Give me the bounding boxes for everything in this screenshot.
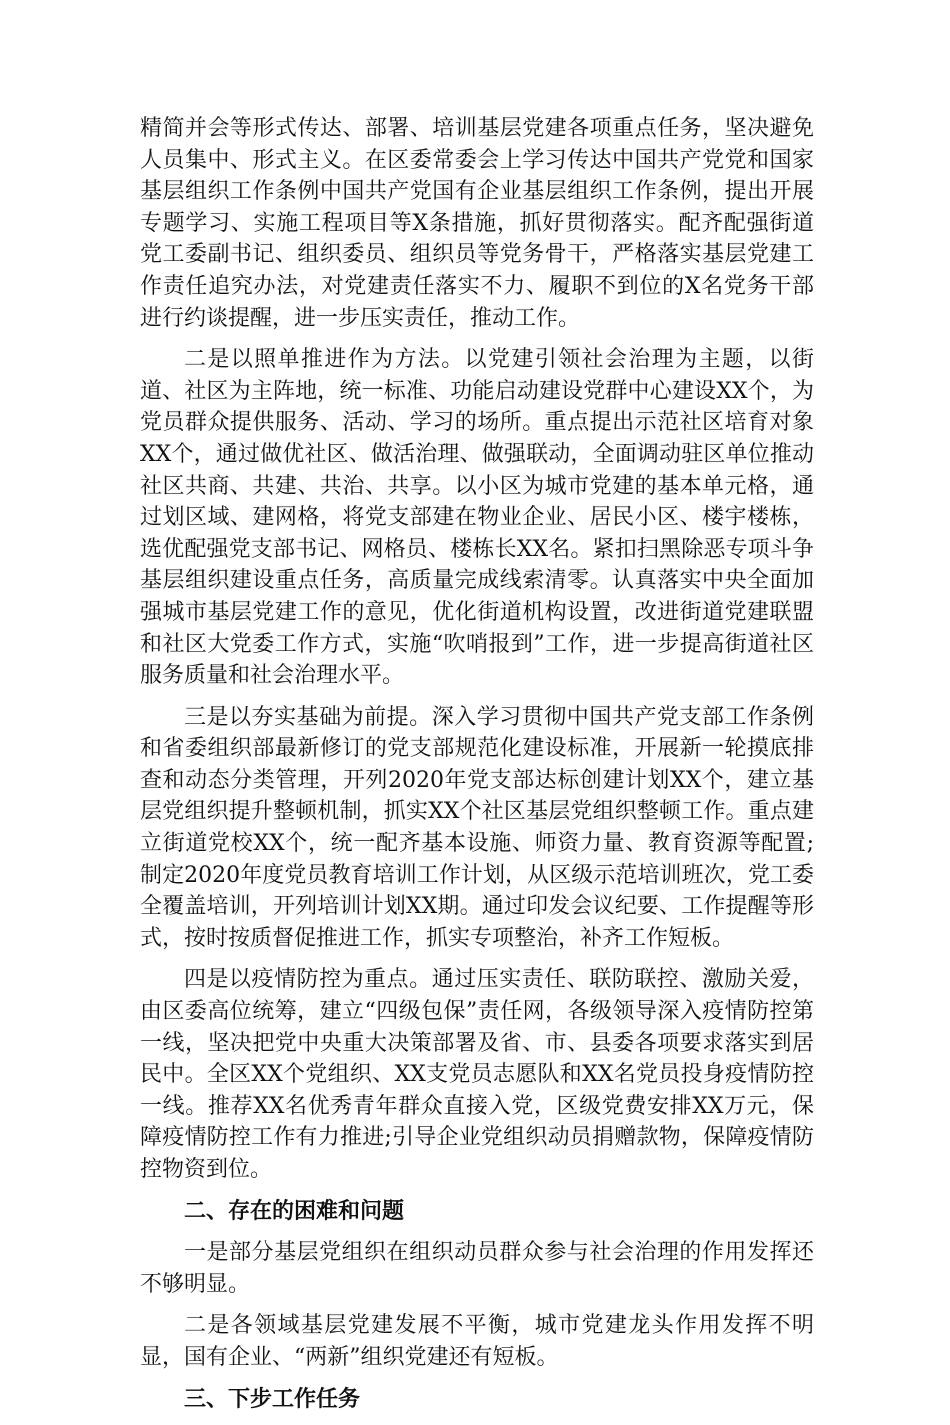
- document-page: [140, 113, 814, 1425]
- paragraph-point-4: 四是以疫情防控为重点。通过压实责任、联防联控、激励关爱，由区委高位统筹，建立“四级包保”责任网，各级领导深入疫情防控第一线，坚决把党中央重大决策部署及省、市、县委各项要求落实到居民中。全区XX个党组织、XX支党员志愿队和XX名党员投身疫情防控一线。推荐XX名优秀青年群众直接入党，区级党费安排XX万元，保障疫情防控工作有力推进;引导企业党组织动员捐赠款物，保障疫情防控物资到位。: [140, 967, 814, 1182]
- paragraph-continued: 精简并会等形式传达、部署、培训基层党建各项重点任务，坚决避免人员集中、形式主义。在区委常委会上学习传达中国共产党党和国家基层组织工作条例中国共产党国有企业基层组织工作条例，提出开展专题学习、实施工程项目等X条措施，抓好贯彻落实。配齐配强街道党工委副书记、组织委员、组织员等党务骨干，严格落实基层党建工作责任追究办法，对党建责任落实不力、履职不到位的X名党务干部进行约谈提醒，进一步压实责任，推动工作。: [140, 116, 814, 331]
- section-heading-2: 二、存在的困难和问题: [184, 1197, 405, 1224]
- problem-1: 一是部分基层党组织在组织动员群众参与社会治理的作用发挥还不够明显。: [140, 1240, 814, 1297]
- problem-2: 二是各领域基层党建发展不平衡，城市党建龙头作用发挥不明显，国有企业、“两新”组织党建还有短板。: [140, 1313, 814, 1370]
- paragraph-point-3: 三是以夯实基础为前提。深入学习贯彻中国共产党支部工作条例和省委组织部最新修订的党支部规范化建设标准，开展新一轮摸底排查和动态分类管理，开列2020年党支部达标创建计划XX个，建立基层党组织提升整顿机制，抓实XX个社区基层党组织整顿工作。重点建立街道党校XX个，统一配齐基本设施、师资力量、教育资源等配置;制定2020年度党员教育培训工作计划，从区级示范培训班次，党工委全覆盖培训，开列培训计划XX期。通过印发会议纪要、工作提醒等形式，按时按质督促推进工作，抓实专项整治，补齐工作短板。: [140, 704, 814, 951]
- paragraph-point-2: 二是以照单推进作为方法。以党建引领社会治理为主题，以街道、社区为主阵地，统一标准、功能启动建设党群中心建设XX个，为党员群众提供服务、活动、学习的场所。重点提出示范社区培育对象XX个，通过做优社区、做活治理、做强联动，全面调动驻区单位推动社区共商、共建、共治、共享。以小区为城市党建的基本单元格，通过划区域、建网格，将党支部建在物业企业、居民小区、楼宇楼栋，选优配强党支部书记、网格员、楼栋长XX名。紧扣扫黑除恶专项斗争基层组织建设重点任务，高质量完成线索清零。认真落实中央全面加强城市基层党建工作的意见，优化街道机构设置，改进街道党建联盟和社区大党委工作方式，实施“吹哨报到”工作，进一步提高街道社区服务质量和社会治理水平。: [140, 347, 814, 689]
- section-heading-3: 三、下步工作任务: [184, 1385, 361, 1412]
